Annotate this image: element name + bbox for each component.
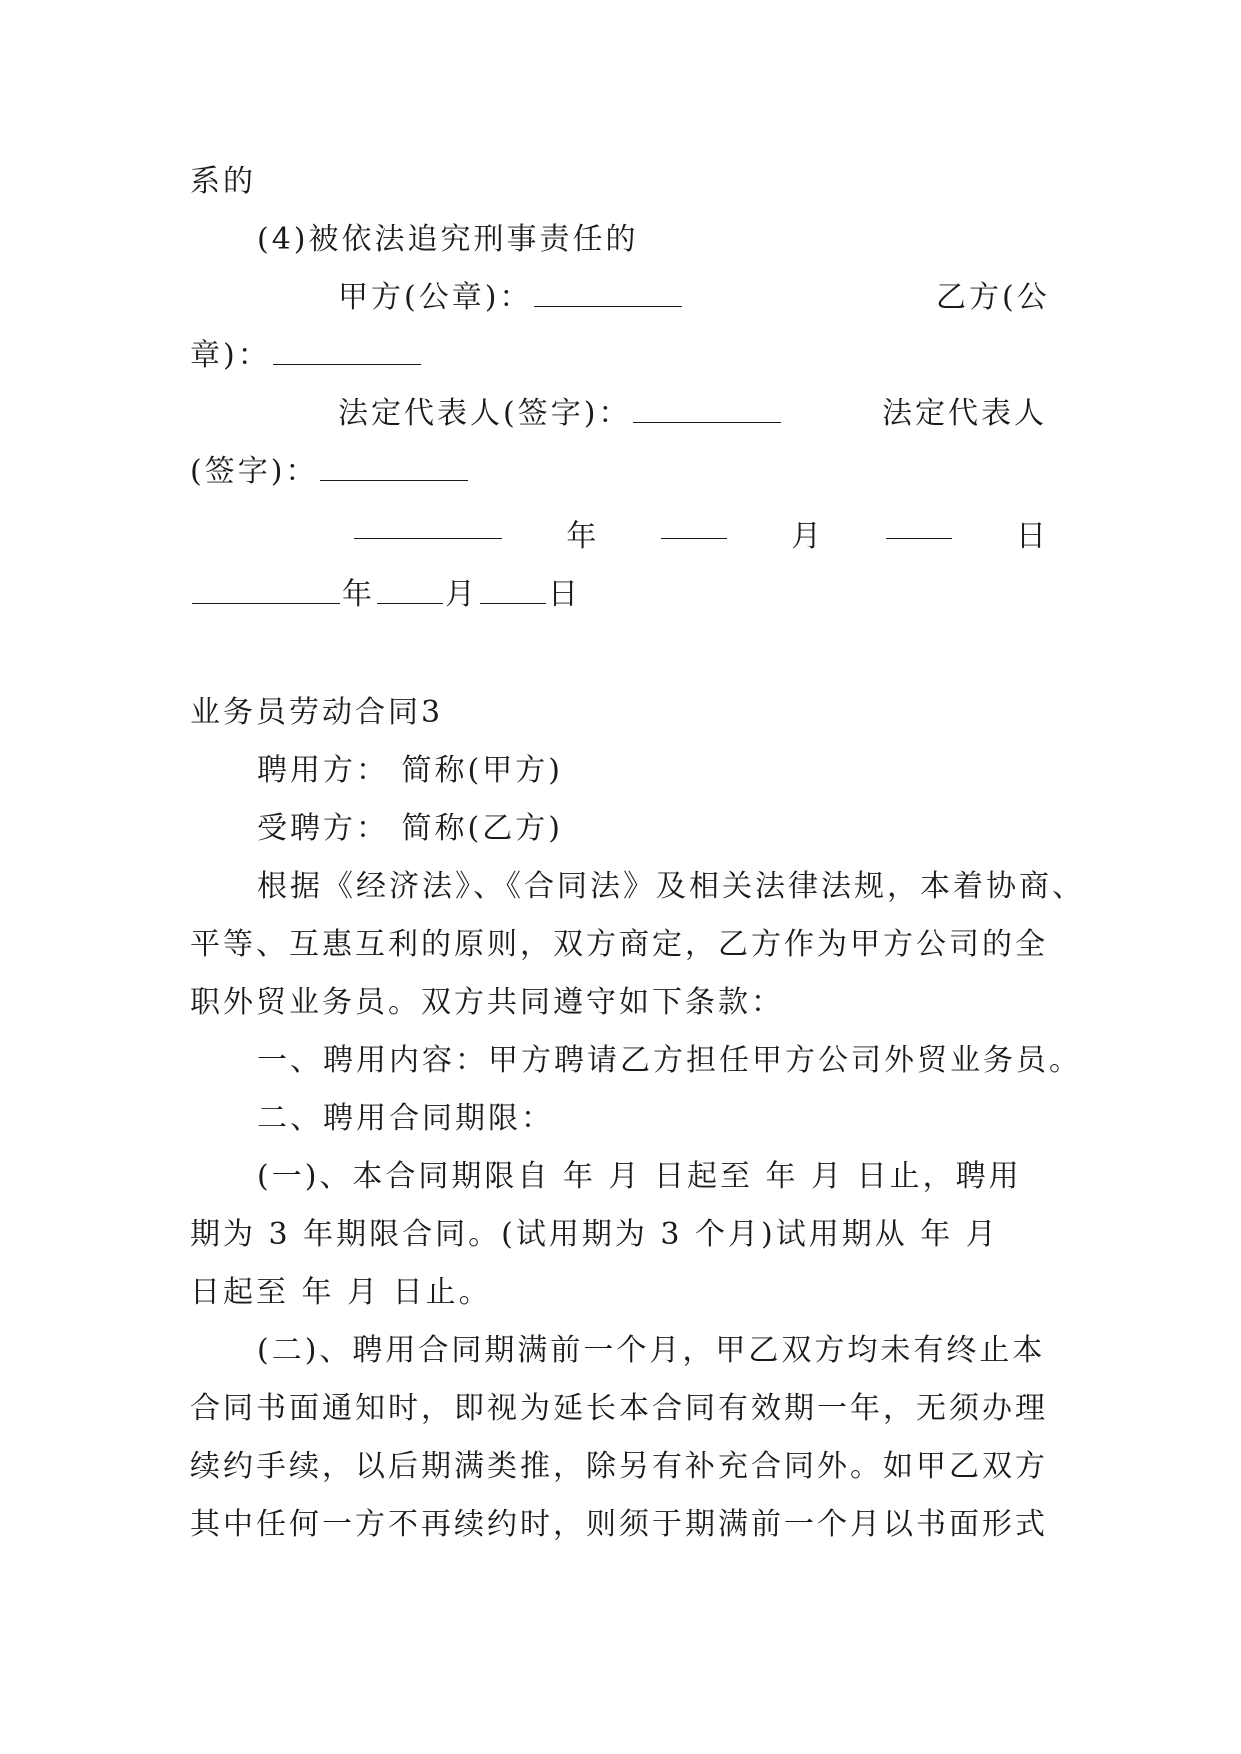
date-b-day-blank	[480, 573, 546, 604]
date-line-b	[190, 566, 581, 624]
date-a-month: 月	[791, 519, 822, 554]
clause-1: 一、聘用内容：甲方聘请乙方担任甲方公司外贸业务员。	[257, 1043, 1082, 1078]
rep-b-blank	[320, 450, 468, 481]
date-line-a	[352, 508, 1046, 566]
party-b-seal-label-end: 章)：	[190, 338, 271, 373]
clause-2-2-line-3: 续约手续，以后期满类推，除另有补充合同外。如甲乙双方	[190, 1449, 1048, 1484]
intro-line-2: 平等、互惠互利的原则，双方商定，乙方作为甲方公司的全	[190, 927, 1048, 962]
date-b-month-blank	[377, 573, 443, 604]
date-b-day: 日	[548, 577, 581, 612]
date-b-month: 月	[445, 577, 478, 612]
clause-2-heading: 二、聘用合同期限：	[257, 1101, 554, 1136]
clause-item-4: (4)被依法追究刑事责任的	[257, 222, 639, 257]
clause-2-2-line-4: 其中任何一方不再续约时，则须于期满前一个月以书面形式	[190, 1507, 1048, 1542]
date-a-month-blank	[661, 508, 727, 539]
date-b-year-blank	[192, 573, 340, 604]
party-a-seal-blank	[534, 276, 682, 307]
date-a-year: 年	[566, 519, 597, 554]
rep-a-blank	[633, 392, 781, 423]
rep-b-label-end: (签字)：	[190, 454, 319, 489]
party-b-seal-field	[190, 327, 423, 385]
intro-line-1: 根据《经济法》、《合同法》及相关法律法规，本着协商、	[257, 869, 1085, 904]
clause-2-2-line-1: (二)、聘用合同期满前一个月，甲乙双方均未有终止本	[257, 1333, 1046, 1368]
rep-b-label-start: 法定代表人	[882, 396, 1047, 431]
rep-a-label: 法定代表人(签字)：	[338, 396, 632, 431]
party-a-seal-label: 甲方(公章)：	[338, 280, 533, 315]
date-a-year-blank	[354, 508, 502, 539]
clause-2-1-line-3: 日起至 年 月 日止。	[190, 1275, 492, 1310]
date-b-year: 年	[342, 577, 375, 612]
contract-title: 业务员劳动合同3	[190, 695, 444, 730]
rep-a-field	[338, 385, 783, 443]
employee-line: 受聘方： 简称(乙方)	[257, 811, 563, 846]
date-a-day: 日	[1015, 519, 1046, 554]
clause-2-1-line-1: (一)、本合同期限自 年 月 日起至 年 月 日止，聘用	[257, 1159, 1022, 1194]
clause-2-1-line-2: 期为 3 年期限合同。(试用期为 3 个月)试用期从 年 月	[190, 1217, 999, 1252]
text-line: 系的	[190, 164, 256, 199]
party-b-seal-blank	[273, 334, 421, 365]
date-a-day-blank	[886, 508, 952, 539]
employer-line: 聘用方： 简称(甲方)	[257, 753, 563, 788]
party-a-seal-field	[338, 269, 684, 327]
rep-b-field	[190, 443, 470, 501]
intro-line-3: 职外贸业务员。双方共同遵守如下条款：	[190, 985, 784, 1020]
party-b-seal-label-start: 乙方(公	[936, 280, 1050, 315]
clause-2-2-line-2: 合同书面通知时，即视为延长本合同有效期一年，无须办理	[190, 1391, 1048, 1426]
